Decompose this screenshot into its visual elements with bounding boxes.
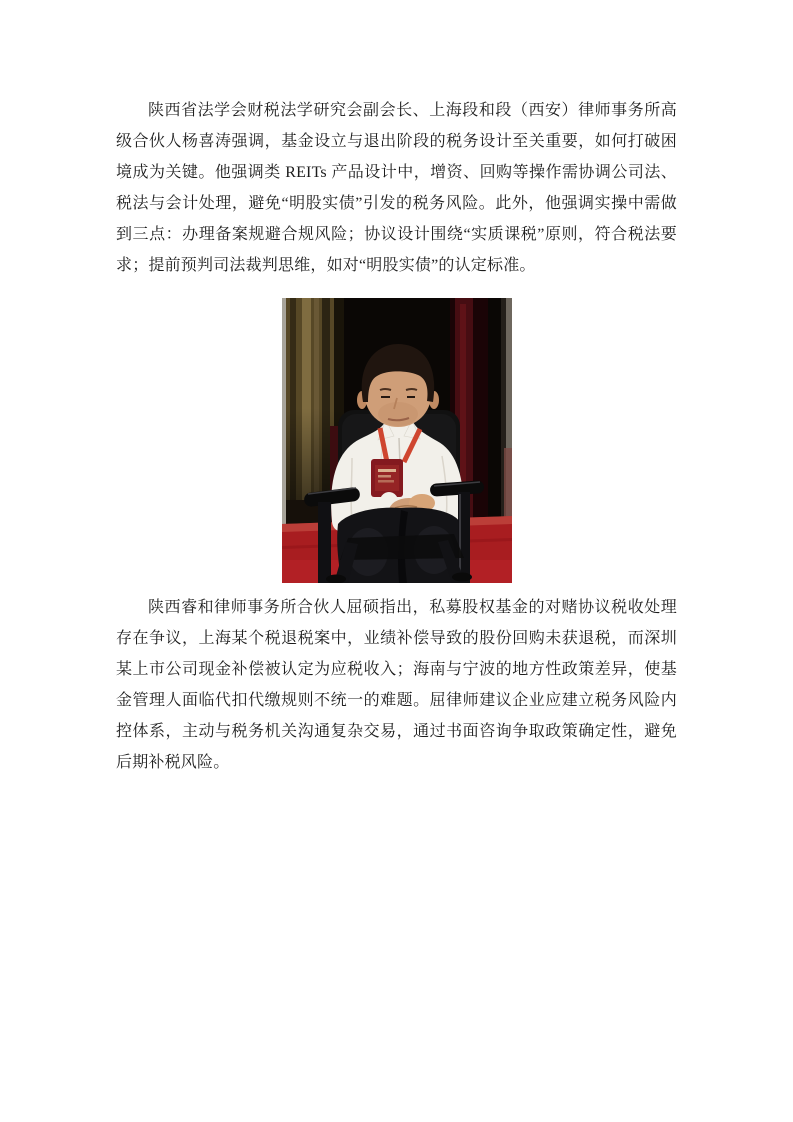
event-photo — [282, 298, 512, 583]
paragraph-speaker-qu: 陕西睿和律师事务所合伙人屈硕指出，私募股权基金的对赌协议税收处理存在争议，上海某个税退税案中，业绩补偿导致的股份回购未获退税，而深圳某上市公司现金补偿被认定为应税收入；海南与宁波的地方性政策差异，使基金管理人面临代扣代缴规则不统一的难题。屈律师建议企业应建立税务风险内控体系，主动与税务机关沟通复杂交易，通过书面咨询争取政策确定性，避免后期补税风险。 — [116, 599, 677, 771]
photo-left-edge — [282, 298, 286, 528]
stage-photo-illustration — [282, 298, 512, 583]
page-content — [116, 95, 677, 778]
photo-right-edge — [501, 298, 512, 524]
paragraph-speaker-yang: 陕西省法学会财税法学研究会副会长、上海段和段（西安）律师事务所高级合伙人杨喜涛强调，基金设立与退出阶段的税务设计至关重要，如何打破困境成为关键。他强调类 REITs 产品设计中，增资、回购等操作需协调公司法、税法与会计处理，避免“明股实债”引发的税务风险。此外，他强调实操中需做到三点：办理备案规避合规风险；协议设计围绕“实质课税”原则，符合税法要求；提前预判司法裁判思维，如对“明股实债”的认定标准。 — [116, 102, 677, 274]
badge — [371, 459, 403, 497]
